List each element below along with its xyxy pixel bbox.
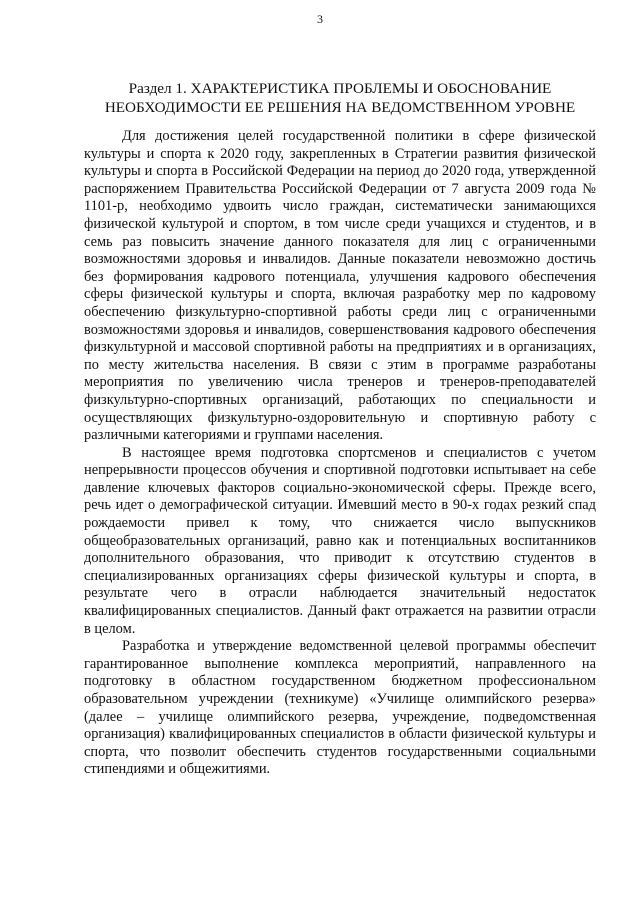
paragraph-2: В настоящее время подготовка спортсменов и специалистов с учетом непрерывности процессов обучения и спортивной подготовки испытывает на себе давление ключевых факторов социально-экономической сферы. Прежде всего, речь идет о демографической ситуации. Имевший место в 90-х годах резкий спад рождаемости привел к тому, что снижается число выпускников общеобразовательных организаций, равно как и потенциальных воспитанников дополнительного образования, что приводит к отсутствию студентов в специализированных организациях сферы физической культуры и спорта, в результате чего в отрасли наблюдается значительный недостаток квалифицированных специалистов. Данный факт отражается на развитии отрасли в целом. bbox=[84, 444, 596, 637]
page-number: 3 bbox=[317, 12, 323, 26]
paragraph-1: Для достижения целей государственной политики в сфере физической культуры и спорта к 2020 году, закрепленных в Стратегии развития физической культуры и спорта в Российской Федерации на период до 2020 года, утвержденной распоряжением Правительства Российской Федерации от 7 августа 2009 года № 1101-р, необходимо удвоить число граждан, систематически занимающихся физической культурой и спортом, в том числе среди учащихся и студентов, и в семь раз повысить значение данного показателя для лиц с ограниченными возможностями здоровья и инвалидов. Данные показатели невозможно достичь без формирования кадрового потенциала, улучшения кадрового обеспечения сферы физической культуры и спорта, включая разработку мер по кадровому обеспечению физкультурно-спортивной работы среди лиц с ограниченными возможностями здоровья и инвалидов, совершенствования кадрового обеспечения физкультурной и массовой спортивной работы на предприятиях и в организациях, по месту жительства населения. В связи с этим в программе разработаны мероприятия по увеличению числа тренеров и тренеров-преподавателей физкультурно-спортивных организаций, работающих по специальности и осуществляющих физкультурно-оздоровительную и спортивную работу с различными категориями и группами населения. bbox=[84, 128, 596, 444]
section-heading-line-1: Раздел 1. ХАРАКТЕРИСТИКА ПРОБЛЕМЫ И ОБОСНОВАНИЕ bbox=[128, 80, 552, 97]
document-body bbox=[84, 128, 596, 779]
section-heading-line-2: НЕОБХОДИМОСТИ ЕЕ РЕШЕНИЯ НА ВЕДОМСТВЕННОМ УРОВНЕ bbox=[104, 99, 576, 116]
paragraph-3: Разработка и утверждение ведомственной целевой программы обеспечит гарантированное выполнение комплекса мероприятий, направленного на подготовку в областном государственном бюджетном профессиональном образовательном учреждении (техникуме) «Училище олимпийского резерва» (далее – училище олимпийского резерва, учреждение, подведомственная организация) квалифицированных специалистов в области физической культуры и спорта, что позволит обеспечить студентов государственными социальными стипендиями и общежитиями. bbox=[84, 638, 596, 778]
section-heading bbox=[80, 79, 600, 117]
